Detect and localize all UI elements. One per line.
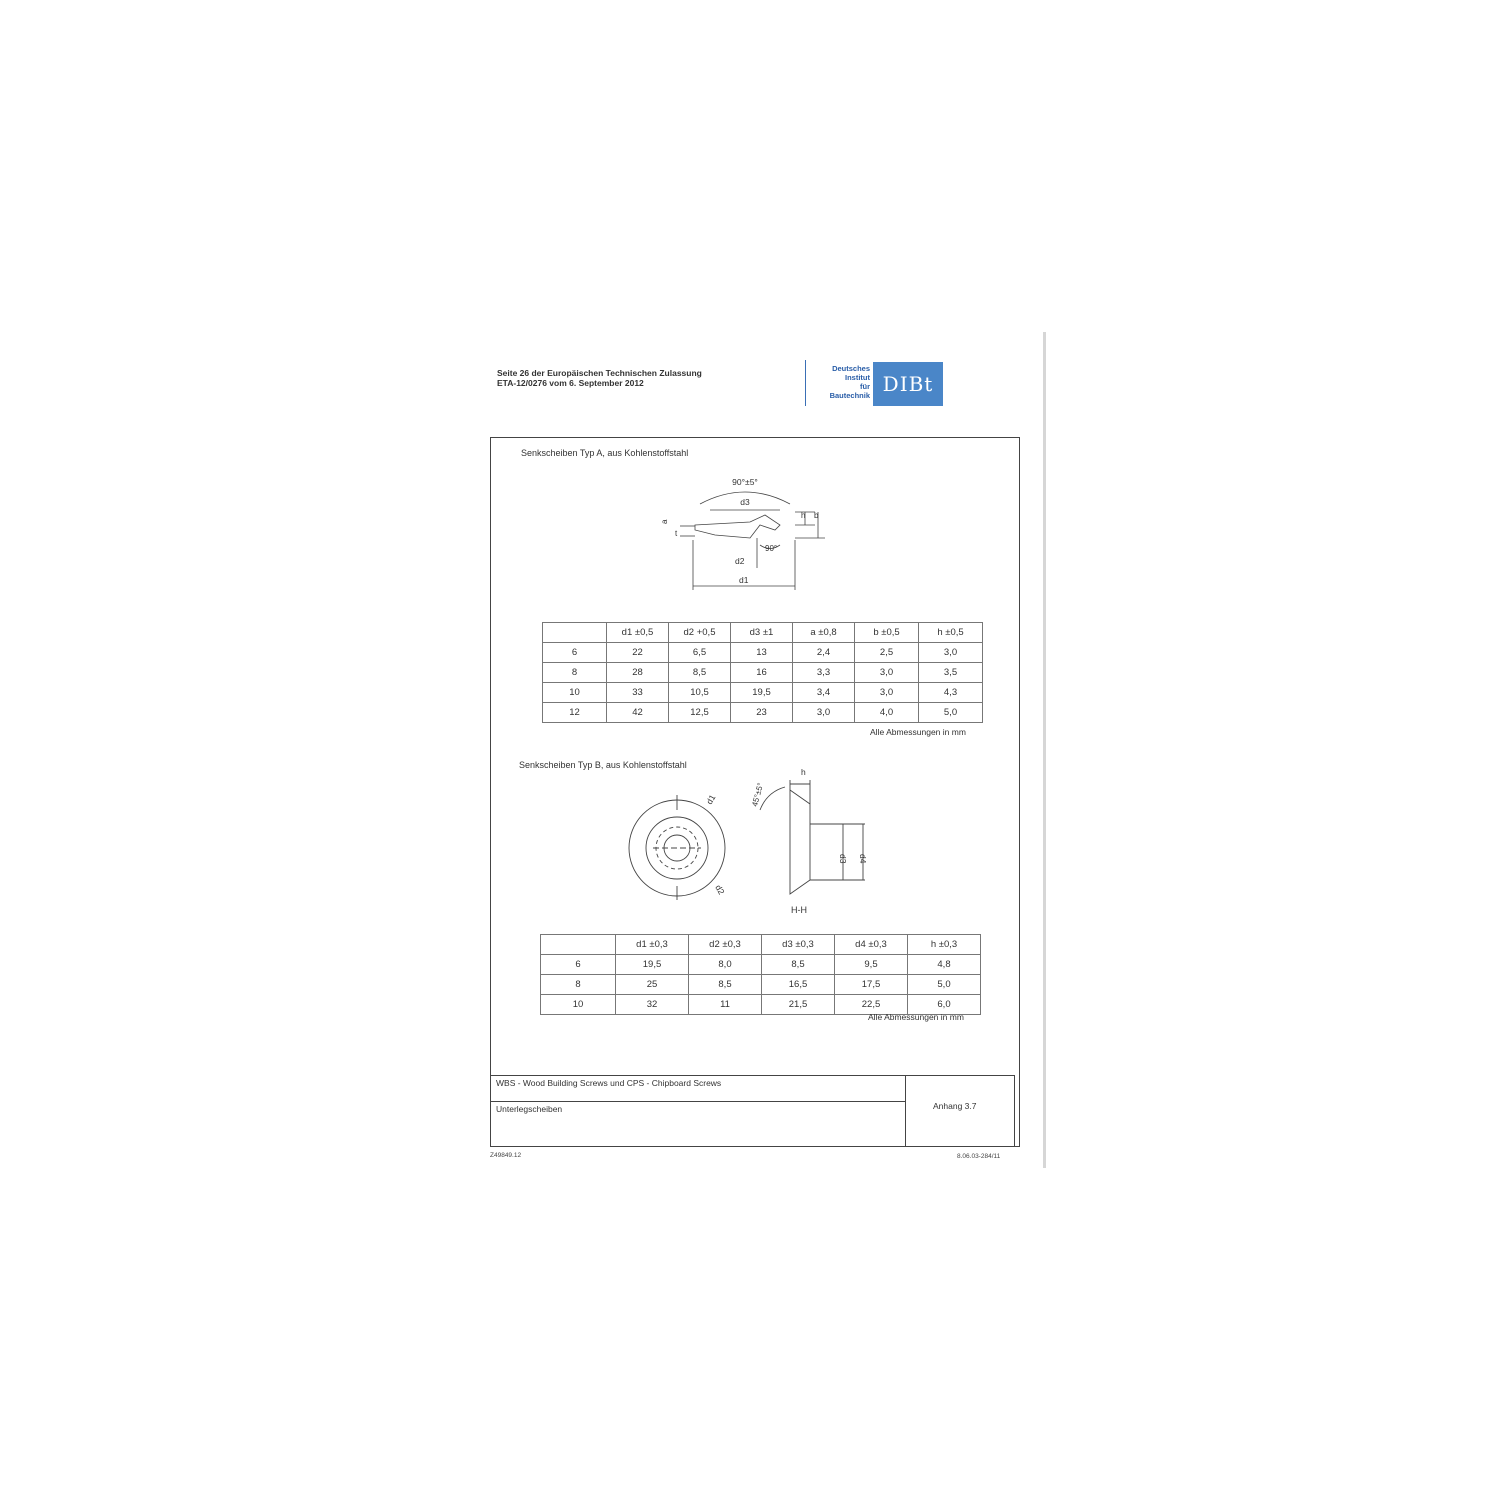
table-cell: 4,3 [919, 683, 983, 703]
institute-name-line-3: für [860, 382, 870, 391]
table-a-header-row [543, 623, 983, 643]
units-note-b: Alle Abmessungen in mm [868, 1012, 964, 1022]
d1-label: d1 [739, 575, 749, 585]
table-a-header-cell [543, 623, 607, 643]
table-cell: 12,5 [669, 703, 731, 723]
table-cell: 21,5 [762, 995, 835, 1015]
table-cell: 16 [731, 663, 793, 683]
table-cell: 2,5 [855, 643, 919, 663]
table-cell: 6 [543, 643, 607, 663]
washer-type-a-drawing [655, 470, 855, 600]
table-cell: 2,4 [793, 643, 855, 663]
header-line-1: Seite 26 der Europäischen Technischen Zulassung [497, 368, 702, 378]
d4-label-b: d4 [858, 854, 868, 864]
institute-name-line-1: Deutsches [832, 364, 870, 373]
table-cell: 4,0 [855, 703, 919, 723]
table-cell: 9,5 [835, 955, 908, 975]
table-b-header-cell [541, 935, 616, 955]
units-note-a: Alle Abmessungen in mm [870, 727, 966, 737]
table-cell: 10,5 [669, 683, 731, 703]
title-block-divider-vertical [905, 1075, 906, 1147]
table-cell: 6,5 [669, 643, 731, 663]
table-row [543, 643, 983, 663]
table-cell: 4,8 [908, 955, 981, 975]
institute-name [808, 364, 870, 400]
table-row [541, 975, 981, 995]
table-cell: 5,0 [908, 975, 981, 995]
d1-label-b: d1 [704, 792, 718, 806]
table-b-header-cell: d4 ±0,3 [835, 935, 908, 955]
washer-type-b-section-view [735, 762, 880, 922]
washer-type-b-plan-view [615, 790, 745, 900]
dibt-logo: DIBt [873, 362, 943, 406]
d3-label-b: d3 [838, 854, 848, 864]
a-label: a [660, 519, 669, 524]
table-cell: 16,5 [762, 975, 835, 995]
logo-divider [805, 360, 806, 406]
table-cell: 10 [543, 683, 607, 703]
table-row [541, 955, 981, 975]
table-cell: 19,5 [731, 683, 793, 703]
product-title: WBS - Wood Building Screws und CPS - Chipboard Screws [496, 1078, 722, 1088]
institute-name-line-2: Institut [845, 373, 870, 382]
table-cell: 8 [541, 975, 616, 995]
table-cell: 3,0 [919, 643, 983, 663]
table-a-header-cell: d3 ±1 [731, 623, 793, 643]
table-cell: 5,0 [919, 703, 983, 723]
table-cell: 32 [616, 995, 689, 1015]
table-cell: 12 [543, 703, 607, 723]
table-cell: 19,5 [616, 955, 689, 975]
table-cell: 8,5 [669, 663, 731, 683]
table-b-header-cell: d2 ±0,3 [689, 935, 762, 955]
table-b-header-row [541, 935, 981, 955]
table-b-header-cell: h ±0,3 [908, 935, 981, 955]
table-cell: 25 [616, 975, 689, 995]
table-cell: 10 [541, 995, 616, 1015]
d3-label: d3 [740, 497, 750, 507]
dimension-table-type-b [540, 934, 981, 1015]
angle-label-top: 90°±5° [732, 477, 758, 487]
title-block-divider-horizontal [490, 1101, 905, 1102]
table-a-header-cell: d1 ±0,5 [607, 623, 669, 643]
table-a-header-cell: h ±0,5 [919, 623, 983, 643]
table-cell: 22 [607, 643, 669, 663]
table-cell: 23 [731, 703, 793, 723]
b-label: b [814, 511, 819, 520]
table-cell: 3,0 [793, 703, 855, 723]
table-row [543, 703, 983, 723]
angle-label-bottom: 90° [765, 544, 778, 553]
table-row [543, 663, 983, 683]
h-label-b: h [801, 767, 806, 777]
section-profile [790, 790, 810, 894]
table-cell: 6 [541, 955, 616, 975]
table-cell: 17,5 [835, 975, 908, 995]
scan-edge-shadow [1043, 332, 1046, 1168]
table-cell: 6,0 [908, 995, 981, 1015]
table-cell: 3,5 [919, 663, 983, 683]
table-cell: 28 [607, 663, 669, 683]
table-cell: 11 [689, 995, 762, 1015]
table-cell: 3,0 [855, 683, 919, 703]
section-b-title: Senkscheiben Typ B, aus Kohlenstoffstahl [519, 760, 687, 770]
annex-label: Anhang 3.7 [933, 1101, 977, 1111]
washer-a-profile [695, 515, 780, 538]
footer-right-code: 8.06.03-284/11 [957, 1153, 1001, 1160]
table-cell: 3,0 [855, 663, 919, 683]
section-label: H-H [791, 905, 807, 915]
table-cell: 3,4 [793, 683, 855, 703]
table-a-header-cell: b ±0,5 [855, 623, 919, 643]
table-cell: 13 [731, 643, 793, 663]
h-label: h [801, 511, 806, 520]
section-a-title: Senkscheiben Typ A, aus Kohlenstoffstahl [521, 448, 689, 458]
angle-label-b: 45°±5° [750, 781, 766, 808]
d2-label: d2 [735, 556, 745, 566]
table-cell: 22,5 [835, 995, 908, 1015]
table-cell: 8 [543, 663, 607, 683]
table-b-header-cell: d3 ±0,3 [762, 935, 835, 955]
table-cell: 33 [607, 683, 669, 703]
footer-left-code: Z49849.12 [490, 1152, 522, 1159]
subject-title: Unterlegscheiben [496, 1104, 563, 1114]
d2-label-b: d2 [713, 883, 727, 897]
table-b-header-cell: d1 ±0,3 [616, 935, 689, 955]
document-header [497, 368, 702, 388]
t-label: t [675, 529, 678, 538]
dimension-table-type-a [542, 622, 983, 723]
table-cell: 42 [607, 703, 669, 723]
table-a-header-cell: d2 +0,5 [669, 623, 731, 643]
institute-name-line-4: Bautechnik [829, 391, 870, 400]
table-cell: 8,0 [689, 955, 762, 975]
table-row [543, 683, 983, 703]
header-line-2: ETA-12/0276 vom 6. September 2012 [497, 378, 644, 388]
table-a-header-cell: a ±0,8 [793, 623, 855, 643]
table-cell: 3,3 [793, 663, 855, 683]
table-cell: 8,5 [689, 975, 762, 995]
angle-arc-b [760, 787, 785, 810]
table-cell: 8,5 [762, 955, 835, 975]
